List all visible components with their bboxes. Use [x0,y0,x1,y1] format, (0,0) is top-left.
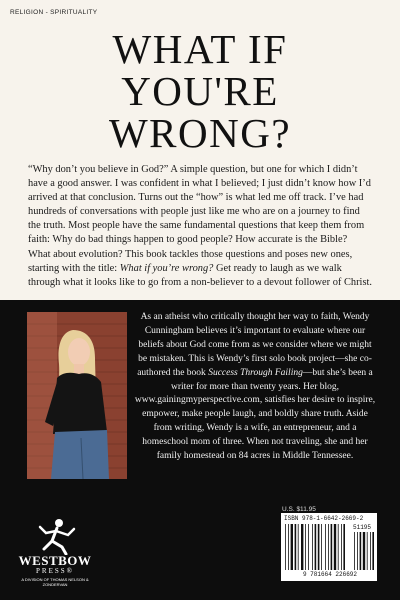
isbn-barcode [281,513,377,581]
barcode-bar [331,524,333,570]
isbn-number: ISBN 978-1-6642-2669-2 [284,515,364,522]
barcode-bar [328,524,329,570]
barcode-bar [315,524,317,570]
runner-icon [14,515,96,555]
title-line-1: WHAT IF [112,26,288,72]
barcode-bar [285,524,286,570]
barcode-bar [308,524,309,570]
barcode-bar [288,524,289,570]
title-line-2: YOU'RE [121,68,279,114]
barcode-bar [318,524,320,570]
publisher-logo [14,515,96,591]
publisher-press: PRESS® [36,567,74,575]
ean-number: 9 781664 226692 [302,571,357,578]
barcode-addon-bar [354,532,355,570]
blurb-title-italic: What if you’re wrong? [119,262,214,274]
barcode-bar [325,524,326,570]
category-label: RELIGION - SPIRITUALITY [10,9,98,16]
publisher-division: A DIVISION OF THOMAS NELSON & ZONDERVAN [21,577,89,587]
barcode-addon-bar [372,532,374,570]
barcode-bar [341,524,342,570]
price-label: U.S. $11.95 [282,506,316,513]
barcode-addon-bar [357,532,358,570]
author-bio [133,311,377,464]
barcode-bar [295,524,297,570]
blurb-text-2: Get ready to laugh as we walk through what it looks like to go from a non-believer to a devout follower of Christ. [28,262,372,288]
book-blurb [28,163,372,290]
price-addon-code: 51195 [353,524,372,531]
book-title [0,28,400,154]
barcode-addon-bar [367,532,368,570]
publisher-name: WESTBOW [18,553,92,568]
barcode-bar [298,524,299,570]
barcode-bar [305,524,306,570]
barcode-bar [334,524,336,570]
barcode-addon-bar [360,532,362,570]
barcode-addon-bar [370,532,371,570]
blurb-text-1: “Why don’t you believe in God?” A simple question, but one for which I didn’t have a good answer. I was confident in what I believed; I just didn’t know how I’d arrived at that conclusion. Turns out the “how” is what led me off track. I’ve had hundreds of conversations with people just like me who are on a journey to find the truth. Most people have the same fundamental questions that keep them from faith: Why do bad things happen to good people? How accurate is the Bible? What about evolution? This book tackles those questions and poses new ones, starting with the title: [28,164,371,274]
barcode-bar [312,524,313,570]
barcode-addon-bar [363,532,365,570]
author-photo [27,312,127,479]
barcode-bar [301,524,303,570]
bio-text-2: —but she’s been a writer for more than twenty years. Her blog, www.gainingmyperspective.com, satisfies her desire to inspire, empower, make people laugh, and boldly share truth. Aside from writing, Wendy is a wife, an entrepreneur, and a homeschool mom of three. When not traveling, she and her family homestead on 84 acres in Middle Tennessee. [134,367,376,462]
barcode-bar [343,524,345,570]
barcode-bar [291,524,293,570]
bio-book-italic: Success Through Failing [208,367,303,378]
title-line-3: WRONG? [108,110,292,156]
bio-text-1: As an atheist who critically thought her way to faith, Wendy Cunningham believes it’s important to evaluate where our beliefs about God come from as we consider where we might be mistaken. This is Wendy’s first solo book project—she co-authored the book [137,312,372,378]
barcode-bar [321,524,322,570]
barcode-bar [338,524,339,570]
